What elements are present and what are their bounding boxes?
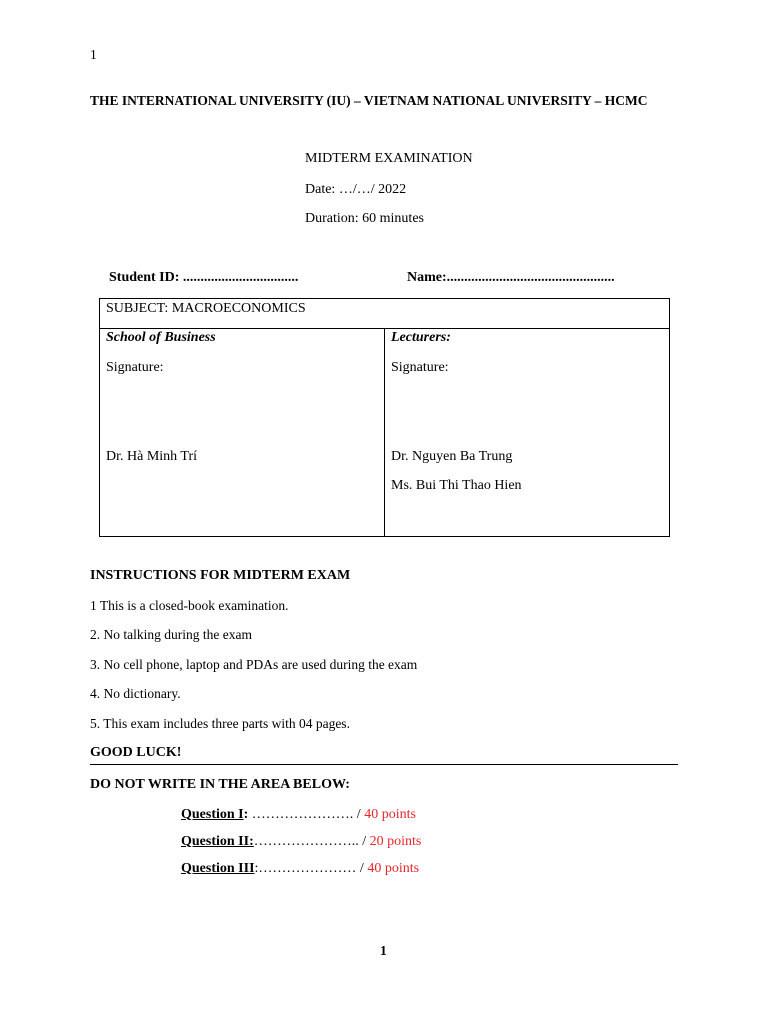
- university-heading: THE INTERNATIONAL UNIVERSITY (IU) – VIETNAM NATIONAL UNIVERSITY – HCMC: [90, 93, 648, 108]
- instruction-item: 4. No dictionary.: [90, 686, 181, 701]
- do-not-write-heading: DO NOT WRITE IN THE AREA BELOW:: [90, 777, 350, 792]
- school-signatory: Dr. Hà Minh Trí: [106, 449, 198, 464]
- lecturers-signature-cell: [385, 329, 670, 537]
- score-row-question-2: [181, 834, 421, 850]
- score-row-question-1: [181, 807, 416, 823]
- school-signature-label: Signature:: [106, 360, 164, 375]
- instruction-item: 2. No talking during the exam: [90, 627, 252, 642]
- score-dots: ………………….. /: [253, 834, 370, 849]
- score-row-question-3: [181, 861, 419, 877]
- lecturers-signature-label: Signature:: [391, 360, 449, 375]
- exam-title: MIDTERM EXAMINATION: [305, 151, 473, 166]
- question-label: Question I: [181, 807, 244, 822]
- lecturer-2: Ms. Bui Thi Thao Hien: [391, 478, 522, 493]
- instruction-item: 3. No cell phone, laptop and PDAs are used during the exam: [90, 657, 418, 672]
- exam-date: Date: …/…/ 2022: [305, 182, 407, 197]
- score-dots: …………………. /: [251, 807, 365, 822]
- subject-title: SUBJECT: MACROECONOMICS: [106, 301, 306, 316]
- score-dots: ………………… /: [258, 861, 368, 876]
- subject-table: [99, 298, 670, 537]
- good-luck-text: GOOD LUCK!: [90, 745, 182, 760]
- subject-cell: [100, 299, 670, 329]
- footer-page-number: 1: [380, 943, 387, 958]
- question-points: 40 points: [367, 861, 420, 876]
- divider-line: [90, 764, 678, 765]
- lecturer-1: Dr. Nguyen Ba Trung: [391, 449, 513, 464]
- school-signature-cell: [100, 329, 385, 537]
- question-points: 40 points: [364, 807, 416, 822]
- instruction-item: 1 This is a closed-book examination.: [90, 598, 289, 613]
- question-label: Question III: [181, 861, 255, 876]
- top-page-number: 1: [90, 47, 97, 62]
- lecturers-heading: Lecturers:: [391, 330, 451, 345]
- instruction-item: 5. This exam includes three parts with 04 pages.: [90, 716, 350, 731]
- question-suffix: :: [243, 807, 252, 822]
- student-name-field: Name:................................................: [407, 270, 615, 285]
- question-label: Question II:: [181, 834, 254, 849]
- exam-duration: Duration: 60 minutes: [305, 211, 424, 226]
- school-heading: School of Business: [106, 330, 216, 345]
- question-suffix: :: [254, 861, 259, 876]
- instructions-heading: INSTRUCTIONS FOR MIDTERM EXAM: [90, 568, 351, 583]
- student-id-field: Student ID: .................................: [109, 270, 299, 285]
- question-points: 20 points: [369, 834, 422, 849]
